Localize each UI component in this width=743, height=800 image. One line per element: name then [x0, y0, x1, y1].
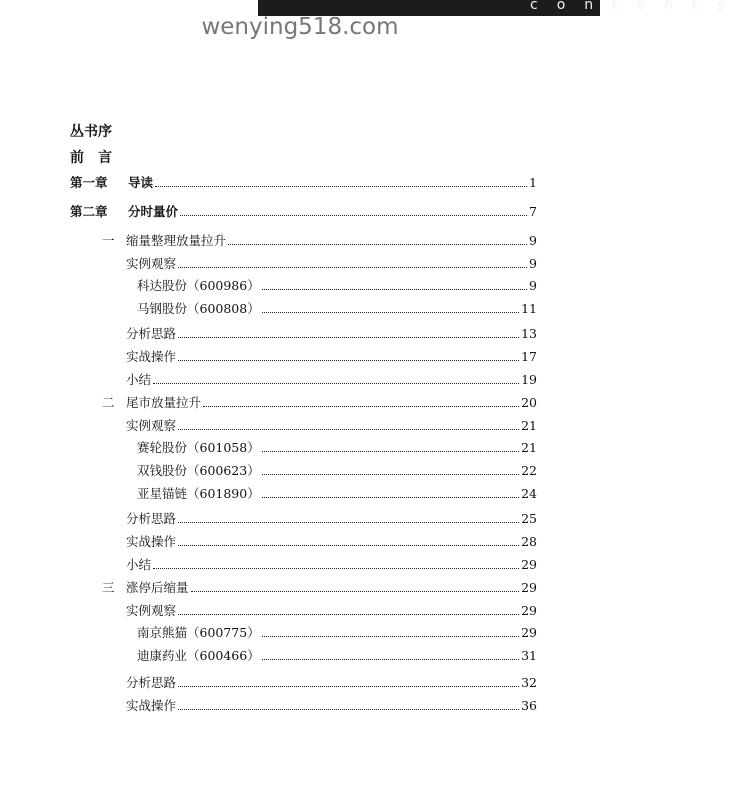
toc-entry-case[interactable]: [137, 438, 537, 456]
entry-title: 小结: [126, 557, 152, 572]
page-number: 22: [521, 463, 537, 478]
toc-entry-case[interactable]: [137, 276, 537, 294]
foreword-entry[interactable]: 前 言: [70, 150, 112, 166]
page-number: 17: [521, 349, 537, 364]
page-number: 29: [521, 580, 537, 595]
page-number: 9: [529, 256, 537, 271]
page-number: 32: [521, 675, 537, 690]
toc-entry-case[interactable]: [137, 299, 537, 317]
dot-leader: [178, 360, 519, 361]
dot-leader: [178, 686, 519, 687]
contents-heading: contents: [530, 0, 743, 13]
dot-leader: [262, 474, 519, 475]
entry-title: 亚星锚链（601890）: [137, 486, 260, 501]
page-number: 13: [521, 326, 537, 341]
dot-leader: [178, 429, 519, 430]
dot-leader: [191, 591, 520, 592]
dot-leader: [178, 267, 527, 268]
entry-title: 南京熊猫（600775）: [137, 625, 260, 640]
page-number: 31: [521, 648, 537, 663]
entry-title: 实战操作: [126, 349, 177, 364]
page-number: 21: [521, 440, 537, 455]
watermark: wenying518.com: [201, 14, 399, 40]
toc-section-3[interactable]: [102, 578, 537, 596]
entry-title: 分时量价: [128, 204, 179, 219]
dot-leader: [178, 545, 519, 546]
chapter-label: 第一章: [70, 175, 108, 190]
dot-leader: [262, 636, 519, 637]
entry-title: 迪康药业（600466）: [137, 648, 260, 663]
entry-title: 实例观察: [126, 418, 177, 433]
toc-entry-examples[interactable]: [126, 416, 537, 434]
entry-title: 尾市放量拉升: [126, 395, 202, 410]
toc-entry-analysis[interactable]: [126, 509, 537, 527]
page-number: 19: [521, 372, 537, 387]
page-number: 29: [521, 557, 537, 572]
dot-leader: [153, 568, 519, 569]
dot-leader: [178, 337, 519, 338]
dot-leader: [180, 215, 527, 216]
toc-chapter-2[interactable]: [70, 202, 537, 220]
series-preface-entry[interactable]: 丛书序: [70, 124, 112, 140]
page-number: 9: [529, 233, 537, 248]
toc-entry-examples[interactable]: [126, 254, 537, 272]
toc-entry-examples[interactable]: [126, 601, 537, 619]
toc-section-2[interactable]: [102, 393, 537, 411]
page-number: 24: [521, 486, 537, 501]
entry-title: 实战操作: [126, 534, 177, 549]
toc-entry-case[interactable]: [137, 623, 537, 641]
entry-title: 涨停后缩量: [126, 580, 189, 595]
dot-leader: [153, 383, 519, 384]
toc-entry-practice[interactable]: [126, 696, 537, 714]
dot-leader: [262, 451, 519, 452]
toc-entry-practice[interactable]: [126, 347, 537, 365]
entry-title: 缩量整理放量拉升: [126, 233, 227, 248]
entry-title: 小结: [126, 372, 152, 387]
entry-title: 双钱股份（600623）: [137, 463, 260, 478]
toc-entry-analysis[interactable]: [126, 673, 537, 691]
page-number: 25: [521, 511, 537, 526]
dot-leader: [178, 709, 519, 710]
dot-leader: [262, 289, 527, 290]
dot-leader: [262, 659, 519, 660]
entry-title: 实例观察: [126, 603, 177, 618]
entry-title: 导读: [128, 175, 154, 190]
section-number: 二: [102, 395, 115, 410]
entry-title: 赛轮股份（601058）: [137, 440, 260, 455]
entry-title: 分析思路: [126, 511, 177, 526]
chapter-label: 第二章: [70, 204, 108, 219]
page-number: 20: [521, 395, 537, 410]
page-number: 9: [529, 278, 537, 293]
dot-leader: [262, 497, 519, 498]
page-number: 11: [521, 301, 537, 316]
toc-entry-case[interactable]: [137, 646, 537, 664]
toc-entry-summary[interactable]: [126, 370, 537, 388]
entry-title: 实战操作: [126, 698, 177, 713]
page-number: 1: [529, 175, 537, 190]
page-number: 21: [521, 418, 537, 433]
dot-leader: [178, 522, 519, 523]
toc-entry-case[interactable]: [137, 461, 537, 479]
toc-entry-summary[interactable]: [126, 555, 537, 573]
entry-title: 实例观察: [126, 256, 177, 271]
dot-leader: [203, 406, 519, 407]
dot-leader: [155, 186, 527, 187]
toc-entry-case[interactable]: [137, 484, 537, 502]
page-number: 7: [529, 204, 537, 219]
entry-title: 分析思路: [126, 675, 177, 690]
dot-leader: [228, 244, 527, 245]
entry-title: 分析思路: [126, 326, 177, 341]
toc-chapter-1[interactable]: [70, 173, 537, 191]
section-number: 三: [102, 580, 115, 595]
page-number: 29: [521, 603, 537, 618]
page-number: 29: [521, 625, 537, 640]
entry-title: 科达股份（600986）: [137, 278, 260, 293]
section-number: 一: [102, 233, 115, 248]
dot-leader: [262, 312, 519, 313]
toc-entry-practice[interactable]: [126, 532, 537, 550]
dot-leader: [178, 614, 519, 615]
entry-title: 马钢股份（600808）: [137, 301, 260, 316]
toc-section-1[interactable]: [102, 231, 537, 249]
page-number: 28: [521, 534, 537, 549]
toc-entry-analysis[interactable]: [126, 324, 537, 342]
page-number: 36: [521, 698, 537, 713]
